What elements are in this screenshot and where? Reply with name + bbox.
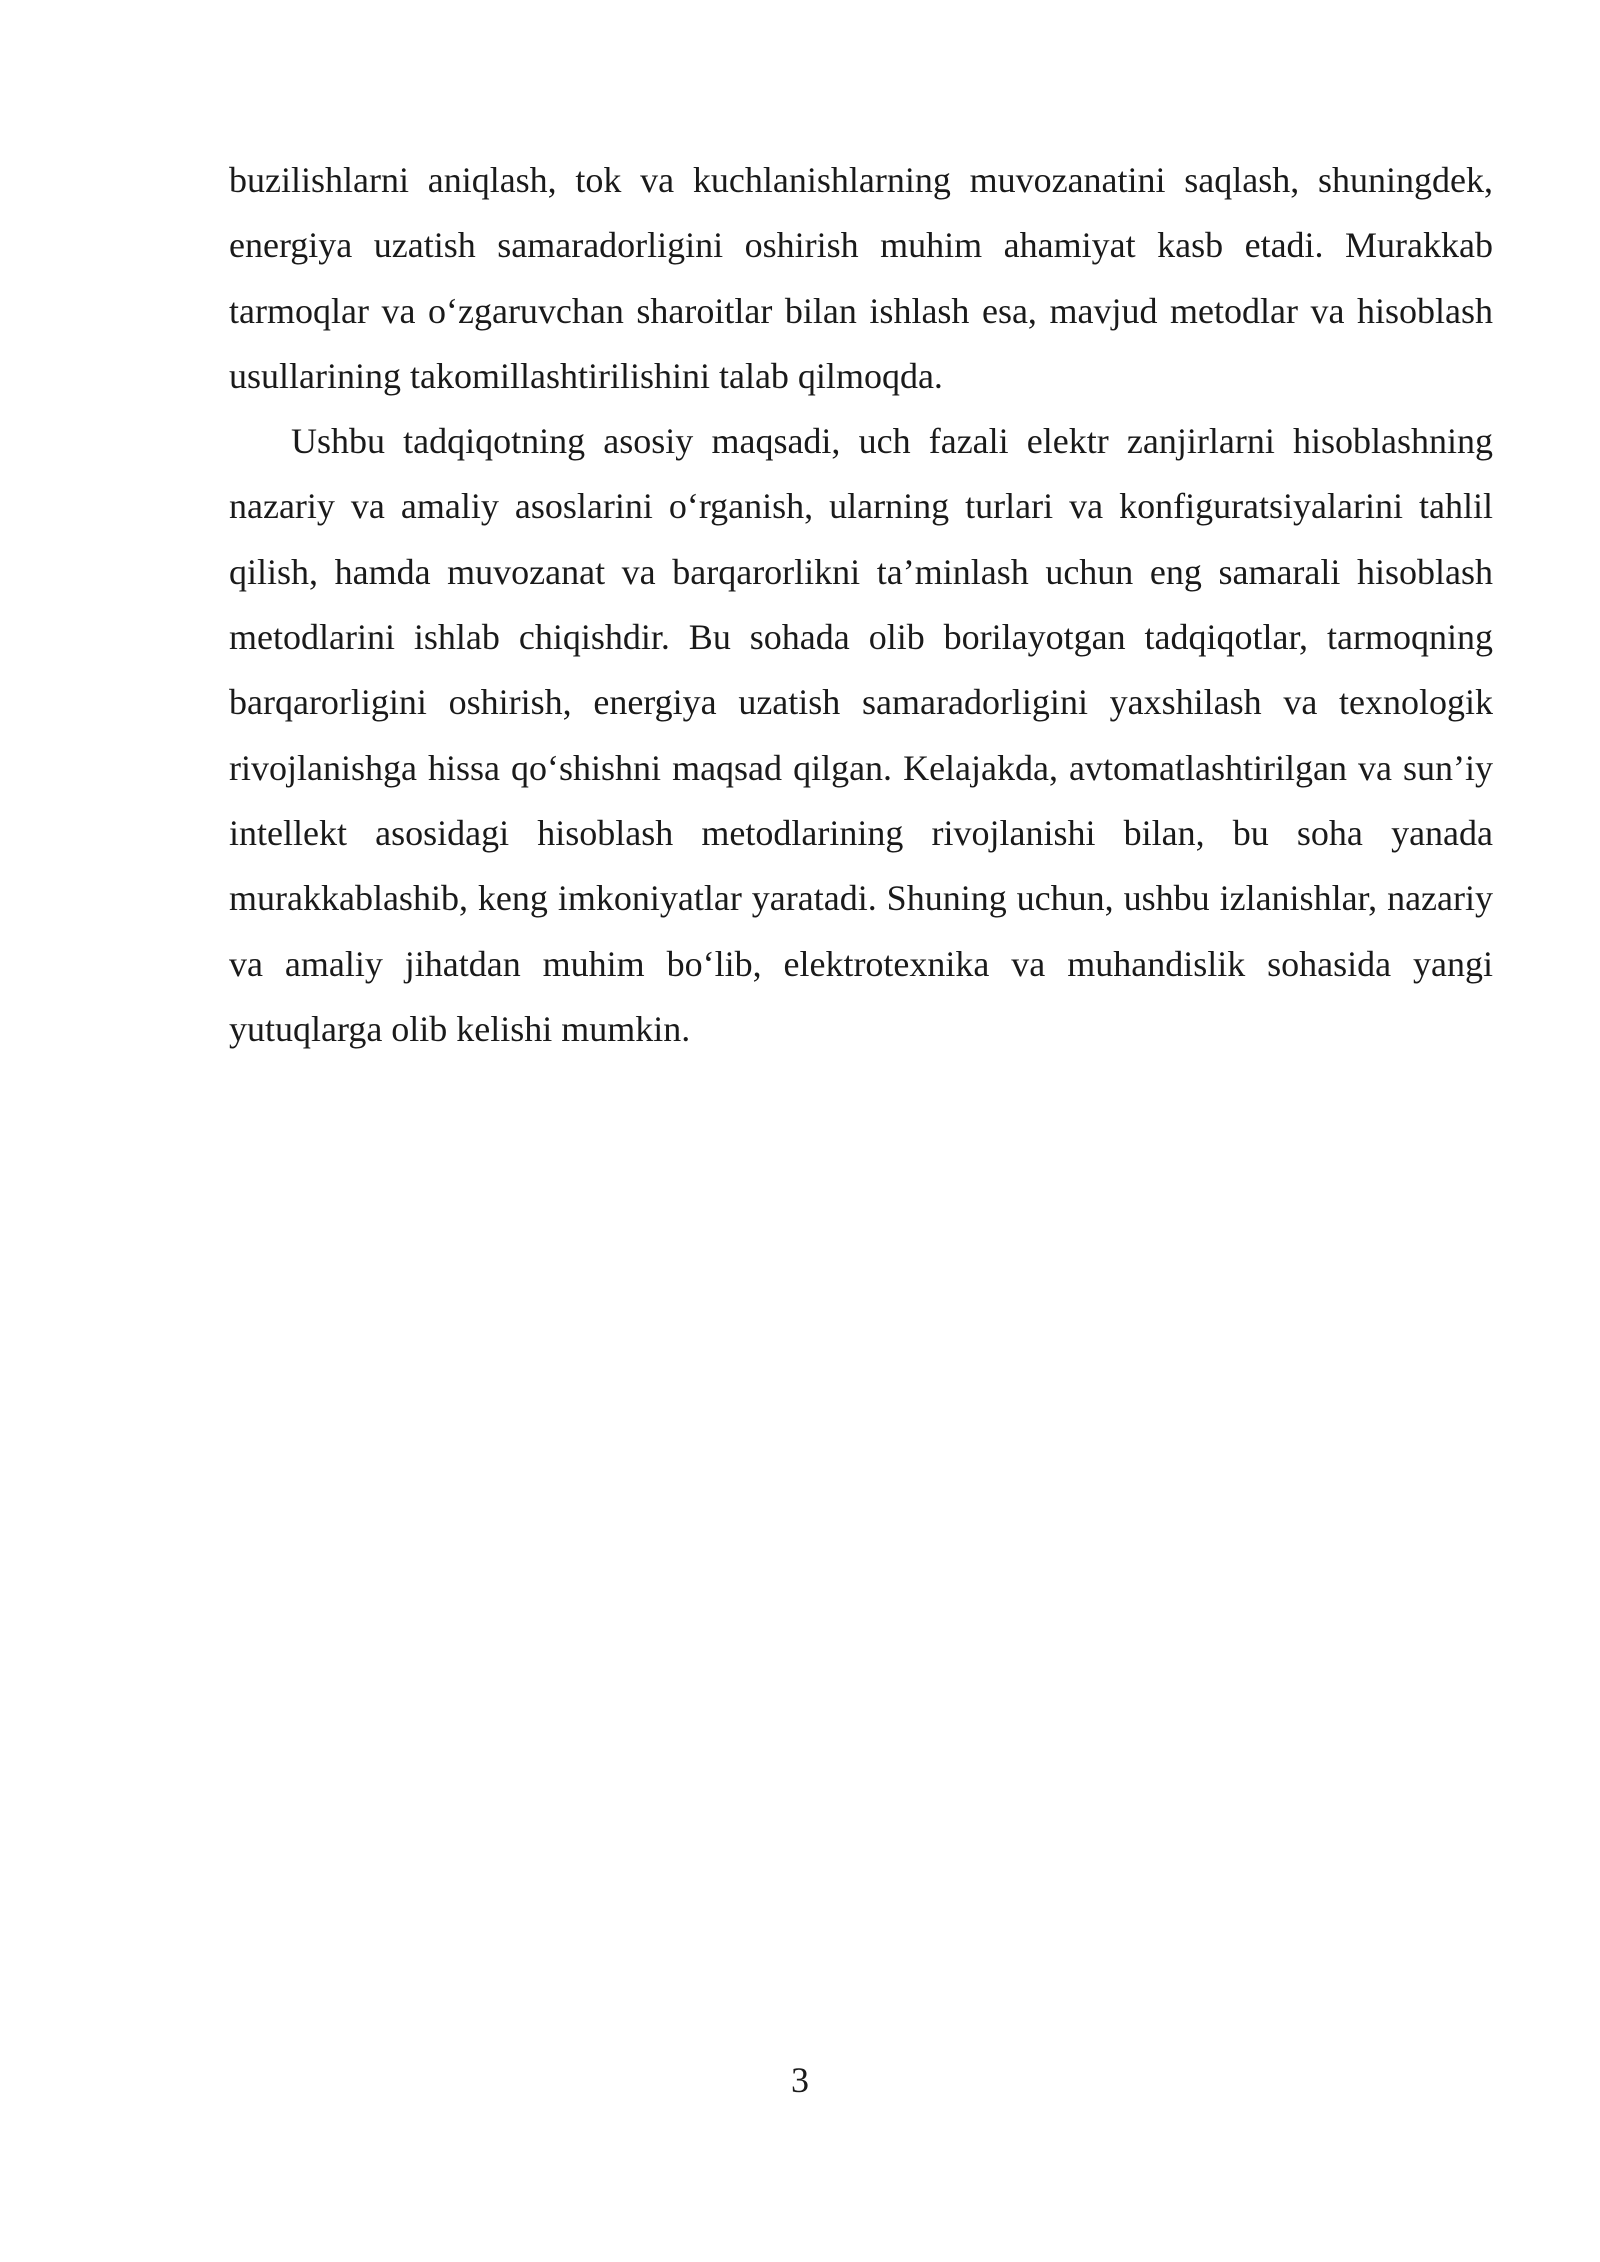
- page-number: 3: [791, 2060, 809, 2100]
- paragraph-continued: buzilishlarni aniqlash, tok va kuchlanishlarning muvozanatini saqlash, shuningdek, energiya uzatish samaradorligini oshirish muhim ahamiyat kasb etadi. Murakkab tarmoqlar va o‘zgaruvchan sharoitlar bilan ishlash esa, mavjud metodlar va hisoblash usullarining takomillashtirilishini talab qilmoqda.: [229, 160, 1493, 396]
- body-text: [229, 148, 1493, 1062]
- paragraph-research-aim: Ushbu tadqiqotning asosiy maqsadi, uch fazali elektr zanjirlarni hisoblashning nazariy va amaliy asoslarini o‘rganish, ularning turlari va konfiguratsiyalarini tahlil qilish, hamda muvozanat va barqarorlikni ta’minlash uchun eng samarali hisoblash metodlarini ishlab chiqishdir. Bu sohada olib borilayotgan tadqiqotlar, tarmoqning barqarorligini oshirish, energiya uzatish samaradorligini yaxshilash va texnologik rivojlanishga hissa qo‘shishni maqsad qilgan. Kelajakda, avtomatlashtirilgan va sun’iy intellekt asosidagi hisoblash metodlarining rivojlanishi bilan, bu soha yanada murakkablashib, keng imkoniyatlar yaratadi. Shuning uchun, ushbu izlanishlar, nazariy va amaliy jihatdan muhim bo‘lib, elektrotexnika va muhandislik sohasida yangi yutuqlarga olib kelishi mumkin.: [229, 421, 1493, 1049]
